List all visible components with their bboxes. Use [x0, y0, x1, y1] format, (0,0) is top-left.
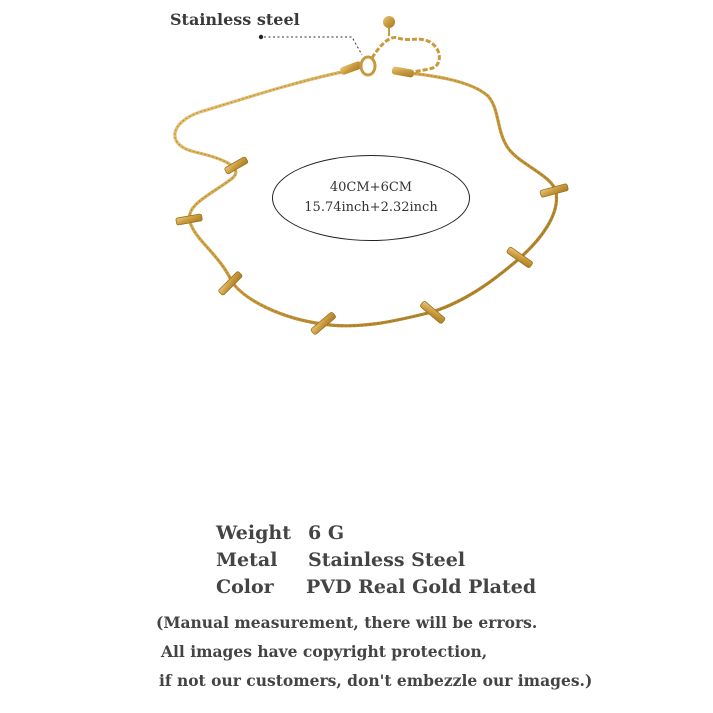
specs-table [216, 520, 576, 601]
callout-line [259, 35, 362, 55]
spec-row-weight [216, 520, 576, 547]
spec-value: Stainless Steel [308, 549, 466, 571]
spec-label: Color [216, 576, 274, 598]
spec-value: PVD Real Gold Plated [306, 576, 537, 598]
size-cm: 40CM+6CM [329, 180, 413, 195]
material-callout-label: Stainless steel [170, 10, 300, 29]
bar-station [420, 301, 446, 324]
notice-line: if not our customers, don't embezzle our images.) [159, 671, 593, 690]
spec-row-color [216, 574, 576, 601]
spec-value: 6 G [308, 522, 345, 544]
size-ellipse [272, 155, 470, 241]
spec-label: Metal [216, 549, 278, 571]
size-inch: 15.74inch+2.32inch [304, 200, 438, 215]
notice-line: All images have copyright protection, [161, 642, 488, 661]
spec-row-metal [216, 547, 576, 574]
notice-line: (Manual measurement, there will be errors. [156, 613, 538, 632]
spec-label: Weight [216, 522, 291, 544]
disclaimer-notice [156, 608, 592, 695]
clasp [339, 16, 439, 78]
